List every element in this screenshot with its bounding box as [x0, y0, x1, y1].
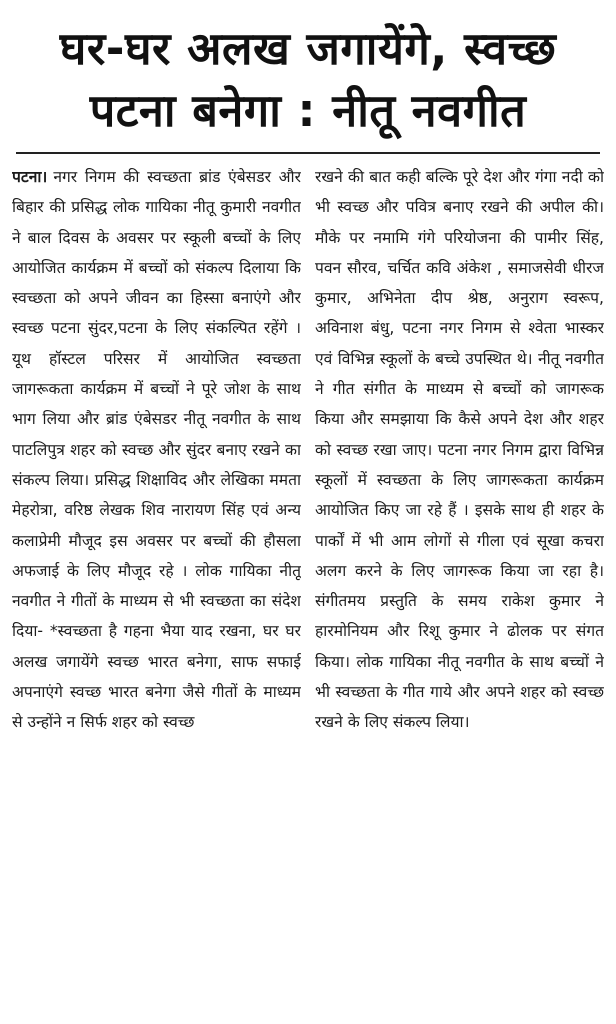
article-body [12, 162, 604, 1002]
column-2-text: रखने की बात कही बल्कि पूरे देश और गंगा नदी को भी स्वच्छ और पवित्र बनाए रखने की अपील की। मौके पर नमामि गंगे परियोजना की पामीर सिंह, पवन सौरव, चर्चित कवि अंकेश , समाजसेवी धीरज कुमार, अभिनेता दीप श्रेष्ठ, अनुराग स्वरूप, अविनाश बंधु, पटना नगर निगम से श्वेता भास्कर एवं विभिन्न स्कूलों के बच्चे उपस्थित थे। नीतू नवगीत ने गीत संगीत के माध्यम से बच्चों को जागरूक किया और समझाया कि कैसे अपने देश और शहर को स्वच्छ रखा जाए। पटना नगर निगम द्वारा विभिन्न स्कूलों में स्वच्छता के लिए जागरूकता कार्यक्रम आयोजित किए जा रहे हैं । इसके साथ ही शहर के पार्कों में भी आम लोगों से गीला एवं सूखा कचरा अलग करने के लिए जागरूक किया जा रहा है। संगीतमय प्रस्तुति के समय राकेश कुमार ने हारमोनियम और रिशू कुमार ने ढोलक पर संगत किया। लोक गायिका नीतू नवगीत के साथ बच्चों ने भी स्वच्छता के गीत गाये और अपने शहर को स्वच्छ रखने के लिए संकल्प लिया। [315, 168, 604, 732]
article-column-2 [315, 162, 604, 1002]
headline-line-2: पटना बनेगा : नीतू नवगीत [89, 84, 527, 137]
headline [12, 18, 604, 142]
column-1-text: नगर निगम की स्वच्छता ब्रांड एंबेसडर और बिहार की प्रसिद्ध लोक गायिका नीतू कुमारी नवगीत ने बाल दिवस के अवसर पर स्कूली बच्चों के लिए आयोजित कार्यक्रम में बच्चों को संकल्प दिलाया कि स्वच्छता को अपने जीवन का हिस्सा बनाएंगे और स्वच्छ पटना सुंदर,पटना के लिए संकल्पित रहेंगे । यूथ हॉस्टल परिसर में आयोजित स्वच्छता जागरूकता कार्यक्रम में बच्चों ने पूरे जोश के साथ भाग लिया और ब्रांड एंबेसडर नीतू नवगीत के साथ पाटलिपुत्र शहर को स्वच्छ और सुंदर बनाए रखने का संकल्प लिया। प्रसिद्ध शिक्षाविद और लेखिका ममता मेहरोत्रा, वरिष्ठ लेखक शिव नारायण सिंह एवं अन्य कलाप्रेमी मौजूद इस अवसर पर बच्चों की हौसला अफजाई के लिए मौजूद रहे । लोक गायिका नीतू नवगीत ने गीतों के माध्यम से भी स्वच्छता का संदेश दिया- *स्वच्छता है गहना भैया याद रखना, घर घर अलख जगायेंगे स्वच्छ भारत बनेगा, साफ सफाई अपनाएंगे स्वच्छ भारत बनेगा जैसे गीतों के माध्यम से उन्होंने न सिर्फ शहर को स्वच्छ [12, 168, 301, 732]
headline-line-1: घर-घर अलख जगायेंगे, स्वच्छ [59, 22, 557, 75]
article-column-1 [12, 162, 301, 1002]
dateline: पटना। [12, 168, 48, 186]
column-1-paragraph [12, 162, 301, 738]
headline-divider [16, 152, 600, 154]
